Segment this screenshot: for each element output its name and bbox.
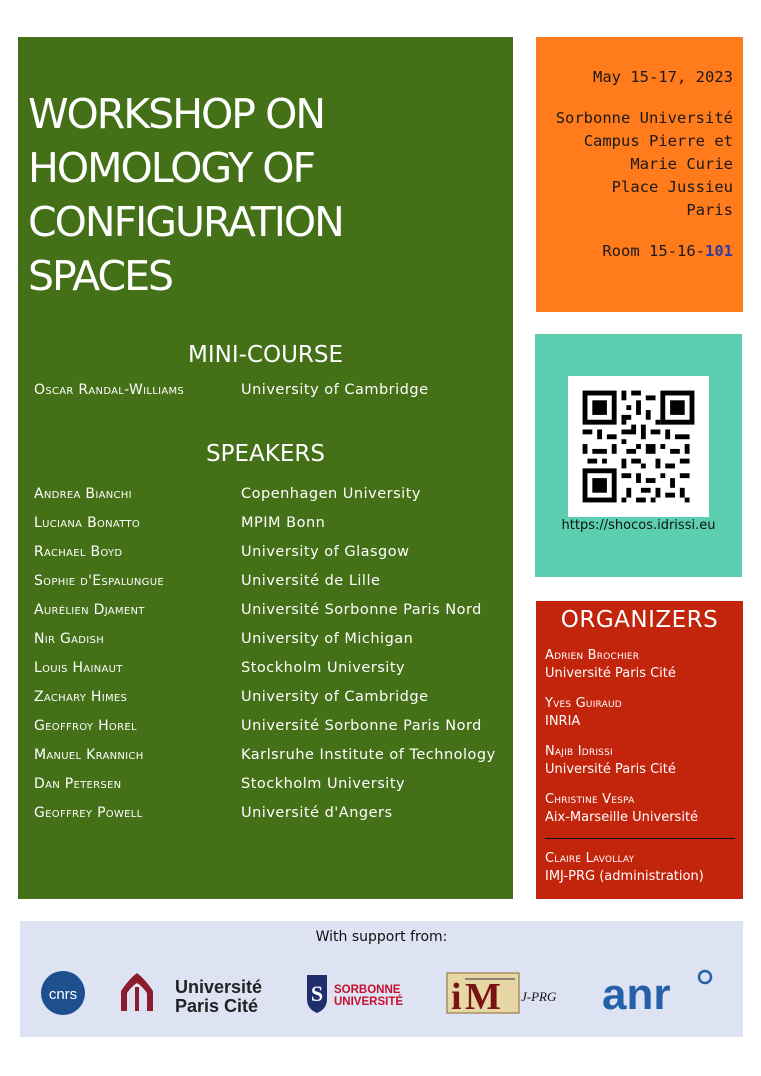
speaker-affiliation: Université Sorbonne Paris Nord <box>241 718 482 734</box>
speaker-name: Geoffrey Powell <box>34 805 143 821</box>
organizer-name: Yves Guiraud <box>545 696 622 711</box>
room-prefix: Room 15-16- <box>602 242 705 260</box>
speaker-row <box>34 599 504 621</box>
speaker-row <box>34 715 504 737</box>
speaker-row <box>34 773 504 795</box>
speaker-row <box>34 628 504 650</box>
qr-code[interactable] <box>568 376 709 517</box>
speaker-affiliation: MPIM Bonn <box>241 515 326 531</box>
upc-logo-line2: Paris Cité <box>175 996 259 1016</box>
svg-text:M: M <box>465 976 501 1017</box>
upc-logo <box>117 969 272 1017</box>
event-date: May 15-17, 2023 <box>593 68 733 86</box>
sorbonne-logo <box>303 969 415 1017</box>
qr-url[interactable]: https://shocos.idrissi.eu <box>561 518 716 533</box>
speaker-row <box>34 512 504 534</box>
sorbonne-logo-line1: SORBONNE <box>334 984 401 996</box>
support-bar <box>20 921 743 1037</box>
speaker-row <box>34 541 504 563</box>
speaker-affiliation: Université Sorbonne Paris Nord <box>241 602 482 618</box>
speaker-affiliation: Stockholm University <box>241 660 406 676</box>
minicourse-speaker-affiliation: University of Cambridge <box>241 382 429 398</box>
speaker-name: Nir Gadish <box>34 631 105 647</box>
speaker-name: Luciana Bonatto <box>34 515 141 531</box>
speakers-heading: SPEAKERS <box>206 441 325 467</box>
cnrs-logo <box>39 969 87 1017</box>
speaker-name: Sophie d'Espalungue <box>34 573 164 589</box>
minicourse-speaker-name: Oscar Randal-Williams <box>34 382 185 398</box>
svg-text:S: S <box>310 981 324 1006</box>
organizer-affiliation: INRIA <box>545 714 581 729</box>
title-line: SPACES <box>28 252 173 300</box>
speaker-row <box>34 570 504 592</box>
speaker-name: Andrea Bianchi <box>34 486 132 502</box>
speaker-row <box>34 483 504 505</box>
organizers-heading: ORGANIZERS <box>560 607 719 633</box>
workshop-title <box>28 87 498 303</box>
admin-affiliation: IMJ-PRG (administration) <box>545 869 704 884</box>
speaker-name: Manuel Krannich <box>34 747 144 763</box>
svg-text:i: i <box>451 976 462 1017</box>
speaker-row <box>34 657 504 679</box>
speaker-row <box>34 686 504 708</box>
sorbonne-logo-line2: UNIVERSITÉ <box>334 996 404 1008</box>
anr-logo <box>600 965 720 1017</box>
organizer-name: Adrien Brochier <box>545 648 640 663</box>
title-line: WORKSHOP ON <box>28 90 325 138</box>
minicourse-row <box>34 379 504 401</box>
speaker-affiliation: University of Cambridge <box>241 689 429 705</box>
speaker-name: Dan Petersen <box>34 776 122 792</box>
speaker-name: Geoffroy Horel <box>34 718 137 734</box>
organizers-divider <box>545 838 735 839</box>
organizer-affiliation: Aix-Marseille Université <box>545 810 699 825</box>
speaker-affiliation: Université d'Angers <box>241 805 393 821</box>
speaker-name: Aurélien Djament <box>34 602 145 618</box>
upc-logo-line1: Université <box>175 977 263 997</box>
venue-line: Place Jussieu <box>611 178 733 196</box>
cnrs-logo-text: cnrs <box>48 986 78 1003</box>
title-line: CONFIGURATION <box>28 198 343 246</box>
title-line: HOMOLOGY OF <box>28 144 315 192</box>
speaker-affiliation: University of Glasgow <box>241 544 410 560</box>
venue-line: Paris <box>686 201 733 219</box>
speaker-row <box>34 802 504 824</box>
speaker-affiliation: Copenhagen University <box>241 486 421 502</box>
event-info-box <box>536 37 743 312</box>
imj-prg-logo-text: J-PRG <box>521 989 557 1004</box>
support-label: With support from: <box>315 929 448 945</box>
room-line <box>602 242 733 260</box>
organizer-affiliation: Université Paris Cité <box>545 666 676 681</box>
venue-line: Campus Pierre et <box>583 132 733 150</box>
admin-name: Claire Lavollay <box>545 851 635 866</box>
venue-line: Sorbonne Université <box>555 109 733 127</box>
organizer-name: Christine Vespa <box>545 792 635 807</box>
speaker-name: Zachary Himes <box>34 689 128 705</box>
speaker-row <box>34 744 504 766</box>
speaker-affiliation: Karlsruhe Institute of Technology <box>241 747 496 763</box>
minicourse-heading: MINI-COURSE <box>187 342 344 368</box>
organizer-name: Najib Idrissi <box>545 744 613 759</box>
speaker-name: Rachael Boyd <box>34 544 123 560</box>
qr-code-icon <box>568 376 709 517</box>
organizer-affiliation: Université Paris Cité <box>545 762 676 777</box>
speaker-name: Louis Hainaut <box>34 660 123 676</box>
anr-logo-text: anr <box>602 970 671 1017</box>
speaker-affiliation: Université de Lille <box>241 573 381 589</box>
speaker-affiliation: Stockholm University <box>241 776 406 792</box>
room-number: 101 <box>705 242 733 260</box>
qr-box <box>535 334 742 577</box>
venue-line: Marie Curie <box>630 155 733 173</box>
imj-prg-logo <box>445 967 570 1017</box>
main-panel <box>18 37 513 899</box>
organizers-box <box>536 601 743 899</box>
speaker-affiliation: University of Michigan <box>241 631 414 647</box>
